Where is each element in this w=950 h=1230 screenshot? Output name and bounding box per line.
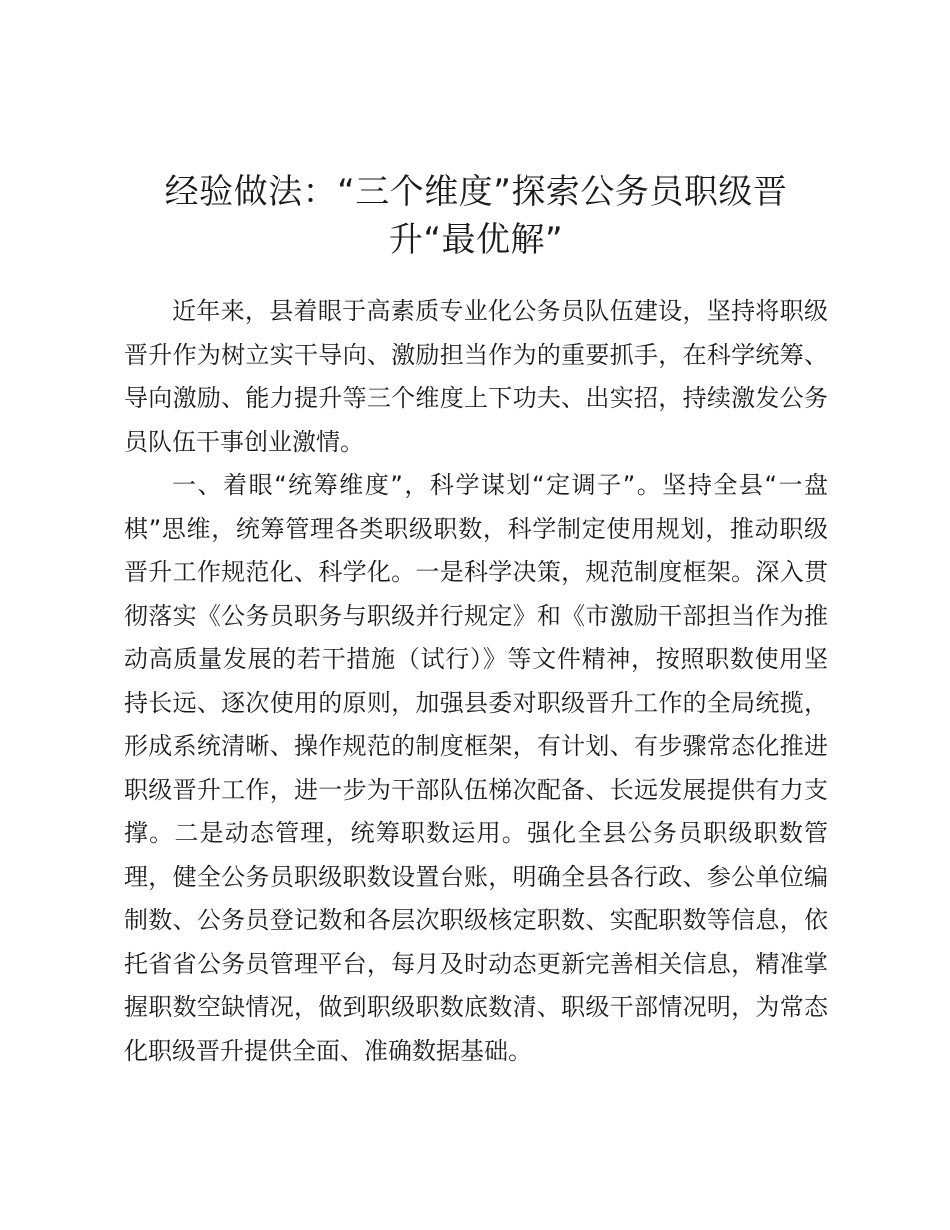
document-content	[124, 168, 828, 1073]
document-body	[124, 290, 828, 1073]
section-one-paragraph: 一、着眼“统筹维度”，科学谋划“定调子”。坚持全县“一盘棋”思维，统筹管理各类职级职数，科学制定使用规划，推动职级晋升工作规范化、科学化。一是科学决策，规范制度框架。深入贯彻落实《公务员职务与职级并行规定》和《市激励干部担当作为推动高质量发展的若干措施（试行）》等文件精神，按照职数使用坚持长远、逐次使用的原则，加强县委对职级晋升工作的全局统揽，形成系统清晰、操作规范的制度框架，有计划、有步骤常态化推进职级晋升工作，进一步为干部队伍梯次配备、长远发展提供有力支撑。二是动态管理，统筹职数运用。强化全县公务员职级职数管理，健全公务员职级职数设置台账，明确全县各行政、参公单位编制数、公务员登记数和各层次职级核定职数、实配职数等信息，依托省省公务员管理平台，每月及时动态更新完善相关信息，精准掌握职数空缺情况，做到职级职数底数清、职级干部情况明，为常态化职级晋升提供全面、准确数据基础。	[124, 471, 828, 1065]
intro-paragraph: 近年来，县着眼于高素质专业化公务员队伍建设，坚持将职级晋升作为树立实干导向、激励担当作为的重要抓手，在科学统筹、导向激励、能力提升等三个维度上下功夫、出实招，持续激发公务员队伍干事创业激情。	[124, 297, 828, 456]
document-title: 经验做法：“三个维度”探索公务员职级晋升“最优解”	[164, 172, 788, 260]
